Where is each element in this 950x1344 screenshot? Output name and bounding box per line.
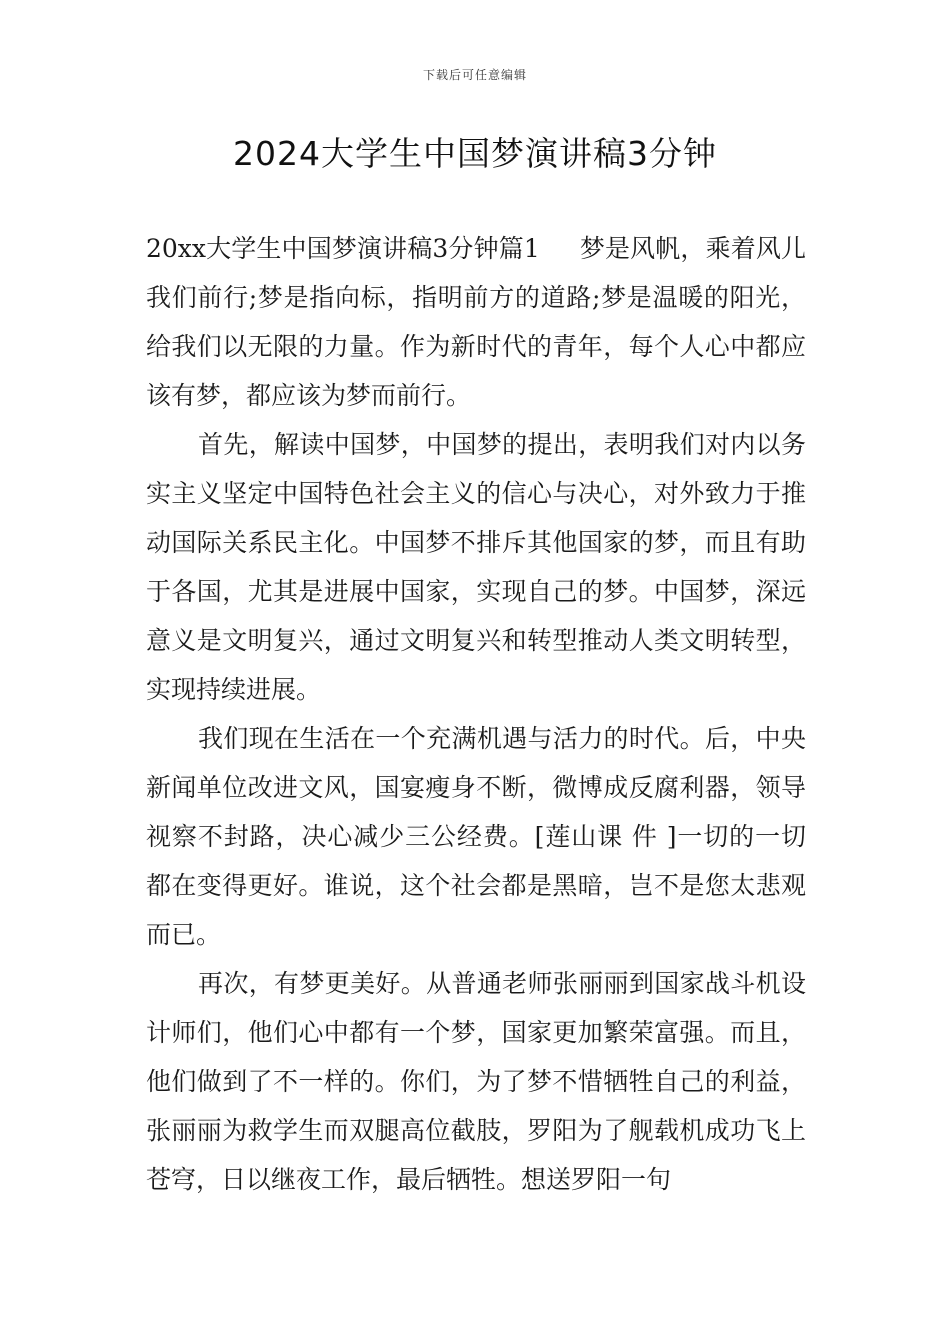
- section-heading: 20xx大学生中国梦演讲稿3分钟篇1: [146, 234, 540, 263]
- paragraph-1-text: 梦是风帆，乘着风儿我们前行;梦是指向标，指明前方的道路;梦是温暖的阳光，给我们以无限的力量。作为新时代的青年，每个人心中都应该有梦，都应该为梦而前行。: [146, 234, 806, 410]
- document-body: [146, 224, 806, 1204]
- paragraph-1: [146, 224, 806, 420]
- paragraph-3: 我们现在生活在一个充满机遇与活力的时代。后，中央新闻单位改进文风，国宴瘦身不断，微博成反腐利器，领导视察不封路，决心减少三公经费。[莲山课 件 ]一切的一切都在变得更好。谁说，这个社会都是黑暗，岂不是您太悲观而已。: [146, 724, 806, 949]
- paragraph-4: 再次，有梦更美好。从普通老师张丽丽到国家战斗机设计师们，他们心中都有一个梦，国家更加繁荣富强。而且，他们做到了不一样的。你们，为了梦不惜牺牲自己的利益，张丽丽为救学生而双腿高位截肢，罗阳为了舰载机成功飞上苍穹，日以继夜工作，最后牺牲。想送罗阳一句: [146, 969, 806, 1194]
- header-note: 下载后可任意编辑: [422, 68, 527, 82]
- document-title: 2024大学生中国梦演讲稿3分钟: [233, 134, 717, 173]
- paragraph-2: 首先，解读中国梦，中国梦的提出，表明我们对内以务实主义坚定中国特色社会主义的信心与决心，对外致力于推动国际关系民主化。中国梦不排斥其他国家的梦，而且有助于各国，尤其是进展中国家，实现自己的梦。中国梦，深远意义是文明复兴，通过文明复兴和转型推动人类文明转型，实现持续进展。: [146, 430, 806, 704]
